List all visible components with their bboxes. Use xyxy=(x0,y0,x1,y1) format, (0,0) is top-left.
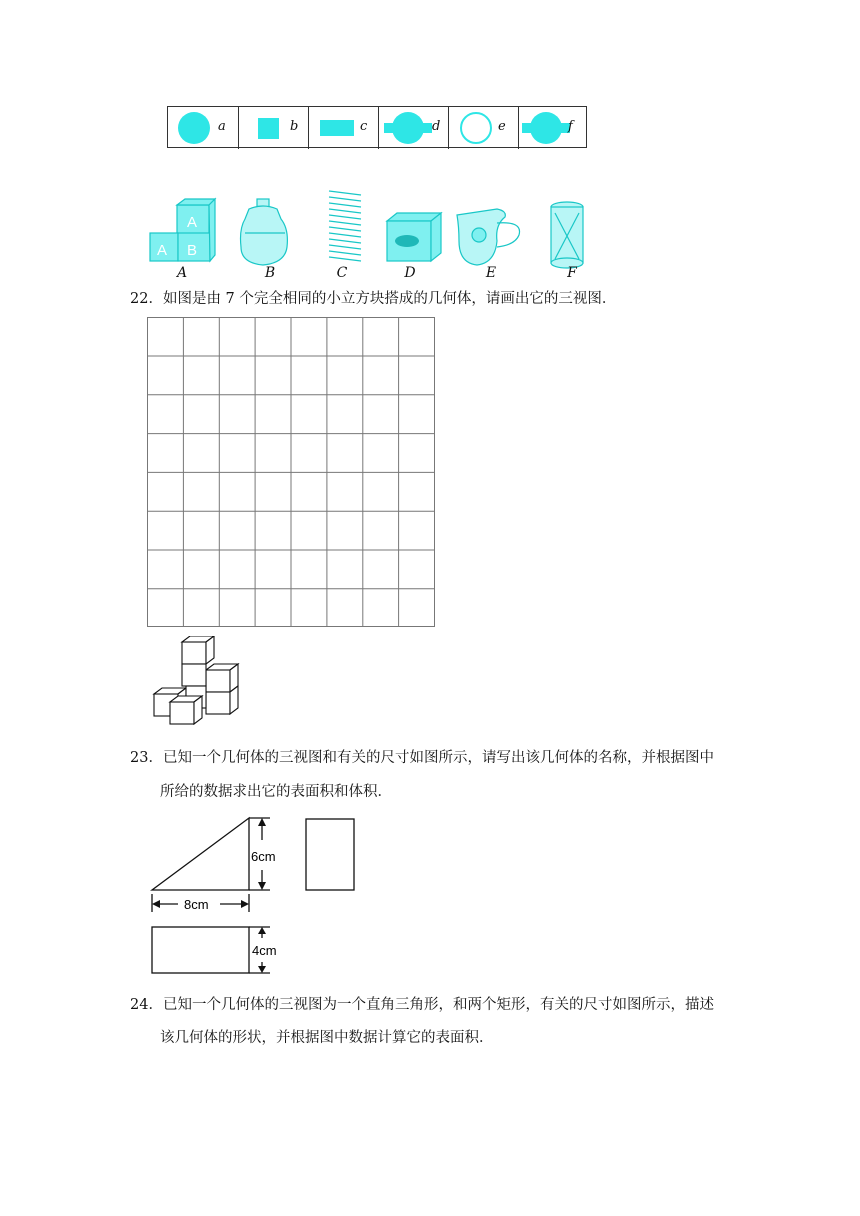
pitcher-icon xyxy=(457,209,520,265)
object-label-c: C xyxy=(336,265,348,281)
shape-letter: d xyxy=(432,119,441,134)
shape-cell-c xyxy=(308,107,379,149)
block-letter: B xyxy=(187,242,198,259)
square-shape-icon xyxy=(258,118,279,139)
object-label-b: B xyxy=(264,265,276,281)
question-23-line1 xyxy=(130,748,714,768)
width-dimension-label: 8cm xyxy=(184,897,209,912)
object-label-d: D xyxy=(404,265,416,281)
object-label-a: A xyxy=(176,265,188,281)
shape-letter: c xyxy=(360,119,368,134)
shape-letter: a xyxy=(218,119,226,134)
depth-dimension-label: 4cm xyxy=(252,943,277,958)
drawing-grid xyxy=(147,317,437,629)
question-number: 23． xyxy=(130,750,163,766)
disc-with-tabs-shape-icon xyxy=(520,107,572,149)
cylinder-glass-icon xyxy=(551,202,583,268)
three-view-figure xyxy=(148,812,368,977)
jar-icon xyxy=(241,199,288,265)
question-23-line2 xyxy=(160,782,392,802)
shape-letter: b xyxy=(290,119,299,134)
object-label-e: E xyxy=(485,265,497,281)
question-22 xyxy=(130,289,616,309)
object-label-f: F xyxy=(567,265,577,281)
question-text: 已知一个几何体的三视图为一个直角三角形，和两个矩形，有关的尺寸如图所示，描述 xyxy=(162,997,714,1013)
question-number: 24． xyxy=(130,997,163,1013)
shape-cell-d xyxy=(378,107,449,149)
disc-with-tab-shape-icon xyxy=(382,107,434,149)
shape-cell-a xyxy=(168,107,239,149)
block-letter: A xyxy=(157,242,168,259)
question-24-line1 xyxy=(130,995,714,1015)
objects-illustration xyxy=(145,185,605,285)
question-text: 如图是由 7 个完全相同的小立方块搭成的几何体，请画出它的三视图． xyxy=(162,291,617,307)
spring-icon xyxy=(329,191,361,261)
circle-shape-icon xyxy=(178,112,210,144)
shape-cell-e xyxy=(448,107,519,149)
block-letter: A xyxy=(187,214,198,231)
question-text: 已知一个几何体的三视图和有关的尺寸如图所示，请写出该几何体的名称，并根据图中 xyxy=(162,750,714,766)
shape-strip xyxy=(167,106,587,148)
shape-letter: f xyxy=(568,119,573,134)
question-text: 所给的数据求出它的表面积和体积． xyxy=(160,784,392,800)
question-24-line2 xyxy=(160,1028,494,1048)
rectangle-shape-icon xyxy=(320,120,354,136)
shape-cell-b xyxy=(238,107,309,149)
cube-stack-figure xyxy=(150,636,250,731)
height-dimension-label: 6cm xyxy=(251,849,276,864)
ring-shape-icon xyxy=(460,112,492,144)
shape-letter: e xyxy=(498,119,506,134)
question-text: 该几何体的形状，并根据图中数据计算它的表面积． xyxy=(160,1030,494,1046)
shape-cell-f xyxy=(518,107,586,149)
box-icon xyxy=(387,213,441,261)
question-number: 22． xyxy=(130,291,163,307)
